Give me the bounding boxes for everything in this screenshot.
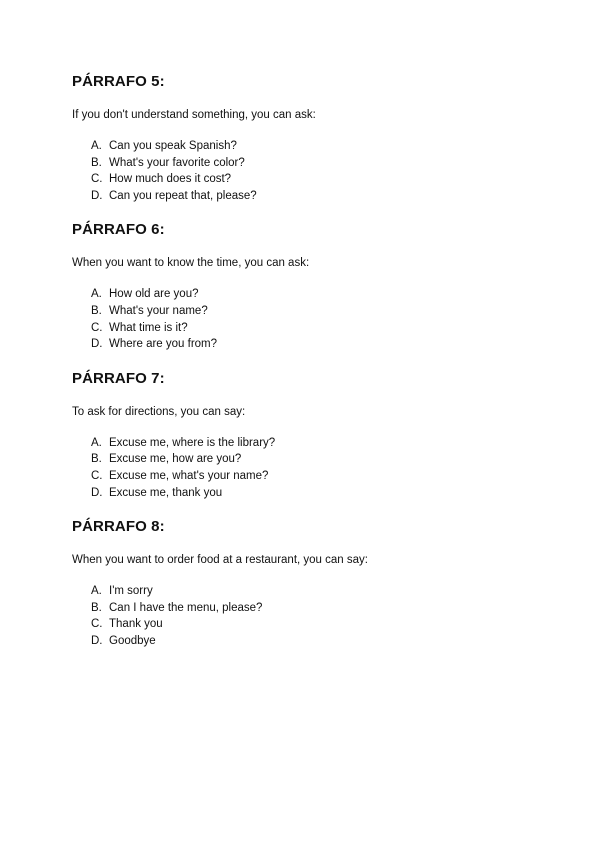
option-letter: D. <box>91 189 103 202</box>
answer-options <box>91 286 528 352</box>
option-letter: B. <box>91 453 102 466</box>
option-letter: C. <box>91 173 103 186</box>
answer-option-a <box>91 138 528 155</box>
option-letter: A. <box>91 288 102 301</box>
option-letter: B. <box>91 601 102 614</box>
section-title: PÁRRAFO 5: <box>72 73 165 90</box>
option-text: Where are you from? <box>109 338 218 351</box>
answer-option-d <box>91 485 528 502</box>
answer-options <box>91 583 528 649</box>
answer-option-c <box>91 616 528 633</box>
answer-option-c <box>91 171 528 188</box>
option-letter: D. <box>91 338 103 351</box>
option-letter: A. <box>91 585 102 598</box>
option-text: Goodbye <box>109 634 156 647</box>
answer-option-b <box>91 451 528 468</box>
option-text: Thank you <box>109 618 163 631</box>
answer-option-b <box>91 155 528 172</box>
option-text: Excuse me, thank you <box>109 486 223 499</box>
option-text: I'm sorry <box>109 585 153 598</box>
option-text: Can I have the menu, please? <box>109 601 263 614</box>
option-text: Can you repeat that, please? <box>109 189 257 202</box>
option-letter: C. <box>91 469 103 482</box>
option-letter: A. <box>91 436 102 449</box>
answer-option-c <box>91 320 528 337</box>
paragraph-section-7 <box>72 370 528 501</box>
answer-option-b <box>91 303 528 320</box>
question-prompt: When you want to order food at a restaurant, you can say: <box>72 554 368 567</box>
answer-option-b <box>91 600 528 617</box>
section-title: PÁRRAFO 8: <box>72 518 165 536</box>
paragraph-section-6 <box>72 221 528 352</box>
option-text: What's your favorite color? <box>109 156 245 169</box>
option-text: Excuse me, what's your name? <box>109 469 269 482</box>
option-letter: C. <box>91 618 103 631</box>
section-title: PÁRRAFO 6: <box>72 221 165 239</box>
answer-option-d <box>91 188 528 205</box>
option-letter: B. <box>91 156 102 169</box>
option-text: How much does it cost? <box>109 173 232 186</box>
option-text: Can you speak Spanish? <box>109 140 237 152</box>
question-prompt: When you want to know the time, you can ask: <box>72 257 310 270</box>
answer-option-a <box>91 286 528 303</box>
option-text: How old are you? <box>109 288 199 301</box>
answer-options <box>91 138 528 204</box>
answer-options <box>91 435 528 501</box>
option-text: Excuse me, how are you? <box>109 453 242 466</box>
option-letter: B. <box>91 304 102 317</box>
section-title: PÁRRAFO 7: <box>72 369 165 387</box>
question-prompt: If you don't understand something, you can ask: <box>72 109 316 121</box>
option-letter: D. <box>91 634 103 647</box>
answer-option-d <box>91 633 528 650</box>
option-text: What's your name? <box>109 304 208 317</box>
question-prompt: To ask for directions, you can say: <box>72 405 246 418</box>
answer-option-d <box>91 336 528 353</box>
paragraph-section-5 <box>72 73 528 204</box>
answer-option-a <box>91 435 528 452</box>
option-text: What time is it? <box>109 321 188 334</box>
answer-option-a <box>91 583 528 600</box>
option-letter: C. <box>91 321 103 334</box>
option-letter: A. <box>91 140 102 152</box>
option-letter: D. <box>91 486 103 499</box>
answer-option-c <box>91 468 528 485</box>
option-text: Excuse me, where is the library? <box>109 436 276 449</box>
paragraph-section-8 <box>72 518 528 649</box>
